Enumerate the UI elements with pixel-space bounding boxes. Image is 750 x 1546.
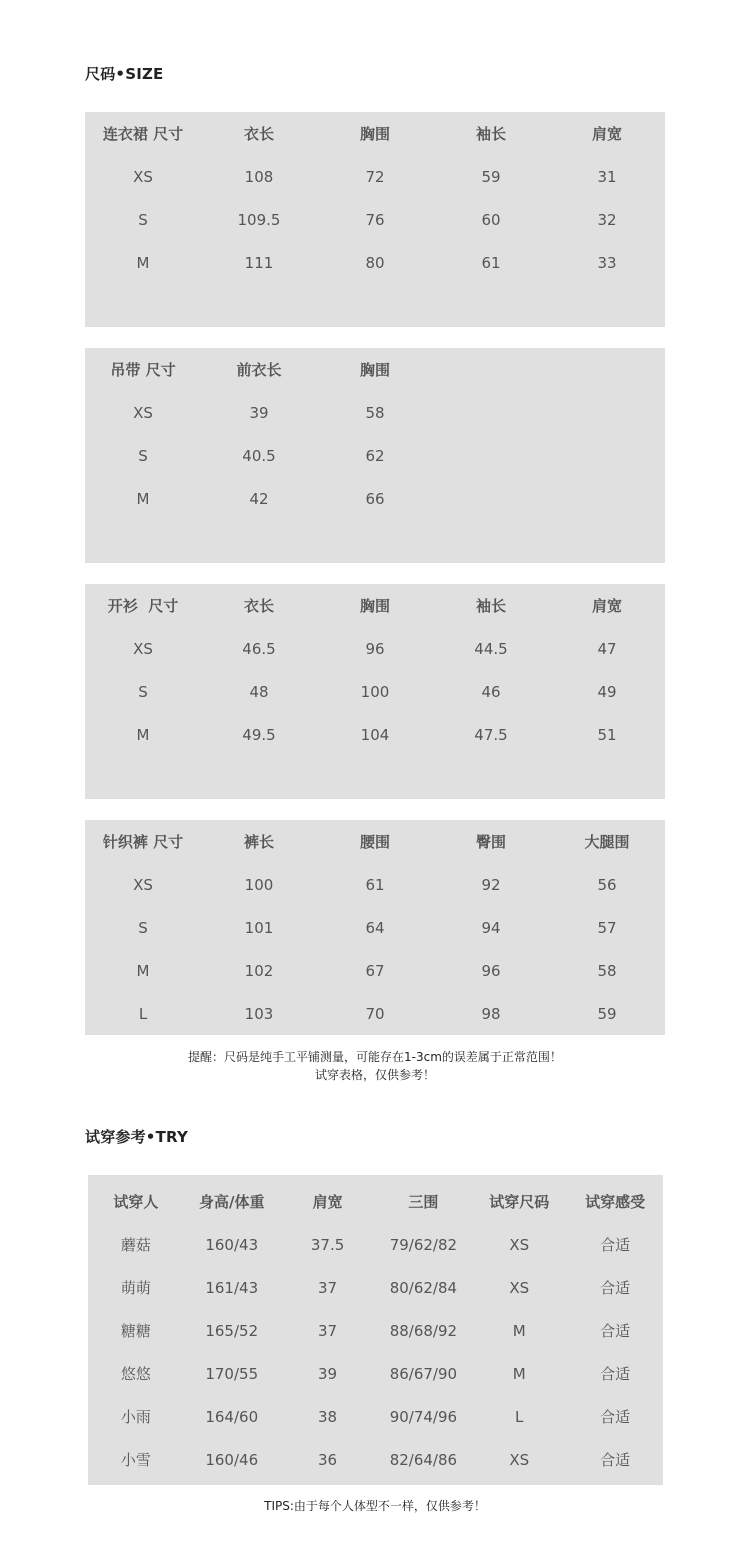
table-cell: XS <box>133 875 153 894</box>
table-cell: S <box>138 682 148 701</box>
table-cell: 小雨 <box>120 1408 151 1426</box>
table-cell: 39 <box>318 1364 338 1383</box>
table-row <box>85 241 665 284</box>
camisole-size-table <box>85 348 665 563</box>
header-cell: 身高/体重 <box>199 1193 265 1211</box>
table-row <box>88 1266 663 1309</box>
table-cell: 48 <box>249 682 269 701</box>
table-cell: 合适 <box>600 1408 631 1426</box>
header-cell: 衣长 <box>243 125 274 143</box>
table-cell: 37.5 <box>310 1235 345 1254</box>
table-cell: 37 <box>318 1278 338 1297</box>
table-cell <box>549 434 665 477</box>
table-cell: 58 <box>597 961 617 980</box>
table-cell: 79/62/82 <box>389 1235 458 1254</box>
table-cell: 糖糖 <box>120 1322 151 1340</box>
table-cell: M <box>136 253 150 272</box>
table-cell: 42 <box>249 489 269 508</box>
table-row <box>85 906 665 949</box>
table-cell <box>549 477 665 520</box>
header-cell: 袖长 <box>475 125 506 143</box>
table-cell: XS <box>509 1450 530 1469</box>
table-cell: 88/68/92 <box>389 1321 458 1340</box>
table-cell: 合适 <box>600 1279 631 1297</box>
table-cell: 57 <box>597 918 617 937</box>
table-cell: 111 <box>244 253 274 272</box>
header-cell: 肩宽 <box>591 597 622 615</box>
header-cell: 针织裤 尺寸 <box>102 833 184 851</box>
table-row <box>85 670 665 713</box>
table-cell: 46.5 <box>242 639 276 658</box>
table-cell: 67 <box>365 961 385 980</box>
table-cell <box>433 477 549 520</box>
table-cell: L <box>138 1004 148 1023</box>
tips-note: TIPS:由于每个人体型不一样，仅供参考！ <box>264 1499 486 1513</box>
table-cell: 44.5 <box>474 639 508 658</box>
table-cell: 92 <box>481 875 501 894</box>
table-cell: 59 <box>597 1004 617 1023</box>
table-cell: 100 <box>244 875 274 894</box>
try-on-table <box>88 1175 663 1485</box>
table-cell: 96 <box>481 961 501 980</box>
header-cell: 胸围 <box>359 597 390 615</box>
table-header-row <box>88 1180 663 1223</box>
header-cell: 开衫 尺寸 <box>107 597 179 615</box>
header-cell: 衣长 <box>243 597 274 615</box>
table-cell: 46 <box>481 682 501 701</box>
table-cell: XS <box>133 403 153 422</box>
size-note-line2: 试穿表格，仅供参考！ <box>314 1068 435 1082</box>
table-row <box>85 992 665 1035</box>
table-row <box>85 949 665 992</box>
table-row <box>88 1395 663 1438</box>
table-cell: 82/64/86 <box>389 1450 458 1469</box>
table-header-row <box>85 112 665 155</box>
table-cell: 165/52 <box>205 1321 259 1340</box>
table-cell <box>433 434 549 477</box>
table-cell: M <box>136 725 150 744</box>
table-cell: M <box>136 961 150 980</box>
header-cell: 裤长 <box>243 833 274 851</box>
table-cell: 109.5 <box>237 210 281 229</box>
table-cell: 40.5 <box>242 446 276 465</box>
table-cell: 86/67/90 <box>389 1364 458 1383</box>
header-cell: 袖长 <box>475 597 506 615</box>
table-cell: 56 <box>597 875 617 894</box>
table-cell: 60 <box>481 210 501 229</box>
table-cell: S <box>138 918 148 937</box>
header-cell: 试穿尺码 <box>489 1193 550 1211</box>
table-cell: 104 <box>360 725 390 744</box>
header-cell: 胸围 <box>359 361 390 379</box>
table-row <box>85 434 665 477</box>
table-cell: 62 <box>365 446 385 465</box>
table-cell: 101 <box>244 918 274 937</box>
table-cell: M <box>512 1321 526 1340</box>
table-cell: 萌萌 <box>120 1279 151 1297</box>
table-row <box>85 713 665 756</box>
size-note-line1: 提醒：尺码是纯手工平铺测量，可能存在1-3cm的误差属于正常范围！ <box>188 1050 562 1064</box>
table-cell: 100 <box>360 682 390 701</box>
table-header-row <box>85 584 665 627</box>
table-row <box>88 1352 663 1395</box>
header-cell: 吊带 尺寸 <box>110 361 176 379</box>
header-cell <box>433 348 549 391</box>
table-cell: 47.5 <box>474 725 508 744</box>
table-cell: 49.5 <box>242 725 276 744</box>
table-cell: S <box>138 446 148 465</box>
table-cell: 58 <box>365 403 385 422</box>
table-cell: 66 <box>365 489 385 508</box>
table-row <box>85 155 665 198</box>
table-cell: 61 <box>481 253 501 272</box>
header-cell: 臀围 <box>475 833 506 851</box>
table-cell: 39 <box>249 403 269 422</box>
header-cell: 连衣裙 尺寸 <box>102 125 184 143</box>
table-cell: 108 <box>244 167 274 186</box>
header-cell: 肩宽 <box>591 125 622 143</box>
header-cell: 前衣长 <box>236 361 282 379</box>
table-cell: XS <box>509 1278 530 1297</box>
table-cell: 蘑菇 <box>120 1236 151 1254</box>
table-cell: 160/43 <box>205 1235 259 1254</box>
size-section-title: 尺码•SIZE <box>85 65 164 83</box>
table-cell: 64 <box>365 918 385 937</box>
cardigan-size-table <box>85 584 665 799</box>
table-cell: XS <box>133 167 153 186</box>
table-cell: S <box>138 210 148 229</box>
table-cell: 80 <box>365 253 385 272</box>
table-header-row <box>85 820 665 863</box>
table-row <box>85 198 665 241</box>
table-header-row <box>85 348 665 391</box>
table-cell: 98 <box>481 1004 501 1023</box>
table-cell: 合适 <box>600 1322 631 1340</box>
header-cell: 试穿感受 <box>585 1193 646 1211</box>
table-cell: 合适 <box>600 1365 631 1383</box>
table-cell: 59 <box>481 167 501 186</box>
table-row <box>85 863 665 906</box>
table-cell: 103 <box>244 1004 274 1023</box>
table-cell: 47 <box>597 639 617 658</box>
table-cell: 33 <box>597 253 617 272</box>
table-cell: 31 <box>597 167 617 186</box>
table-cell: 61 <box>365 875 385 894</box>
table-cell: 悠悠 <box>120 1365 151 1383</box>
table-cell: XS <box>133 639 153 658</box>
table-row <box>85 477 665 520</box>
table-cell: 合适 <box>600 1236 631 1254</box>
table-cell: 合适 <box>600 1451 631 1469</box>
try-section-title: 试穿参考•TRY <box>85 1128 189 1146</box>
table-row <box>85 391 665 434</box>
table-cell: 70 <box>365 1004 385 1023</box>
table-cell <box>549 391 665 434</box>
table-cell: 90/74/96 <box>389 1407 458 1426</box>
header-cell: 三围 <box>408 1193 439 1211</box>
header-cell: 胸围 <box>359 125 390 143</box>
table-cell: 80/62/84 <box>389 1278 458 1297</box>
table-cell: L <box>515 1407 524 1426</box>
header-cell <box>549 348 665 391</box>
table-cell: 32 <box>597 210 617 229</box>
table-cell: 38 <box>318 1407 338 1426</box>
table-cell: 37 <box>318 1321 338 1340</box>
table-cell: 76 <box>365 210 385 229</box>
table-cell: 72 <box>365 167 385 186</box>
table-row <box>85 627 665 670</box>
table-row <box>88 1309 663 1352</box>
table-cell: XS <box>509 1235 530 1254</box>
table-cell: 94 <box>481 918 501 937</box>
table-cell: 小雪 <box>120 1451 151 1469</box>
pants-size-table <box>85 820 665 1035</box>
header-cell: 大腿围 <box>584 833 630 851</box>
table-row <box>88 1438 663 1481</box>
table-cell: 51 <box>597 725 617 744</box>
table-cell <box>433 391 549 434</box>
dress-size-table <box>85 112 665 327</box>
table-cell: 96 <box>365 639 385 658</box>
table-cell: 36 <box>318 1450 338 1469</box>
table-cell: M <box>512 1364 526 1383</box>
table-row <box>88 1223 663 1266</box>
table-cell: 160/46 <box>205 1450 259 1469</box>
header-cell: 腰围 <box>359 833 390 851</box>
table-cell: 170/55 <box>205 1364 259 1383</box>
header-cell: 肩宽 <box>312 1193 343 1211</box>
table-cell: 49 <box>597 682 617 701</box>
table-cell: 102 <box>244 961 274 980</box>
table-cell: 164/60 <box>205 1407 259 1426</box>
header-cell: 试穿人 <box>113 1193 159 1211</box>
table-cell: 161/43 <box>205 1278 259 1297</box>
table-cell: M <box>136 489 150 508</box>
